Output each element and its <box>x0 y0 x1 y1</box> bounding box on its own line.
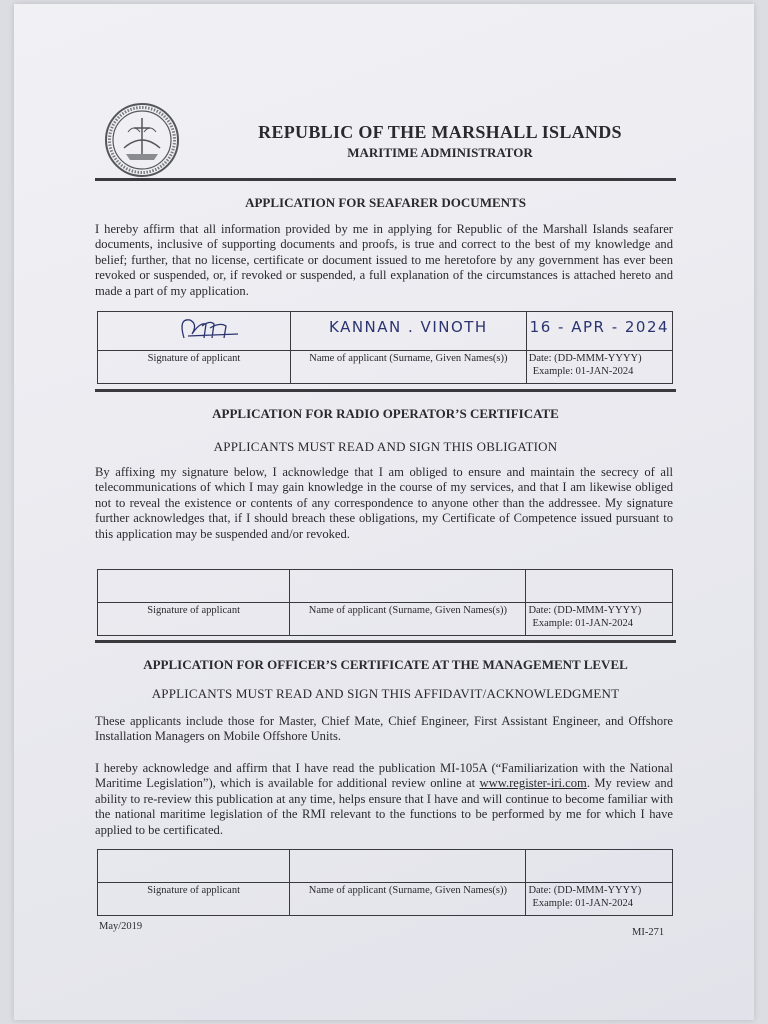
signature-label: Signature of applicant <box>147 605 241 616</box>
name-label: Name of applicant (Surname, Given Names(s)) <box>309 353 508 364</box>
seafarer-section-title: APPLICATION FOR SEAFARER DOCUMENTS <box>245 195 526 210</box>
date-label: Date: (DD-MMM-YYYY) Example: 01-JAN-2024 <box>528 605 642 629</box>
date-label: Date: (DD-MMM-YYYY) Example: 01-JAN-2024 <box>528 353 642 377</box>
radio-section-subtitle: APPLICANTS MUST READ AND SIGN THIS OBLIGATION <box>213 439 558 454</box>
seafarer-signature-table <box>97 311 673 384</box>
date-field[interactable]: 16 - APR - 2024 <box>529 318 670 336</box>
form-id: MI-271 <box>632 927 665 938</box>
register-link[interactable]: www.register-iri.com <box>479 776 587 791</box>
radio-obligation-text: By affixing my signature below, I acknowledge that I am obliged to ensure and maintain the secrecy of all telecommunications of which I may gain knowledge in the course of my services, and that I am likewise obliged not to reveal the existence or contents of any correspondence to anyone other than the addressee. My signature further acknowledges that, if I should breach these obligations, my Certificate of Competence issued pursuant to this application may be suspended and/or revoked. <box>95 465 673 541</box>
seafarer-affirmation-text: I hereby affirm that all information provided by me in applying for Republic of the Marshall Islands seafarer documents, inclusive of supporting documents and proofs, is true and correct to the best of my knowledge and belief; further, that no license, certificate or document issued to me heretofore by any government has ever been revoked or suspended, or, if revoked or suspended, a full explanation of the circumstances is attached hereto and made a part of my application. <box>95 222 673 298</box>
signature-field[interactable] <box>98 312 290 344</box>
name-label: Name of applicant (Surname, Given Names(s)) <box>308 885 507 896</box>
organization-title: REPUBLIC OF THE MARSHALL ISLANDS <box>258 122 622 142</box>
name-field[interactable] <box>290 850 525 882</box>
radio-section-title: APPLICATION FOR RADIO OPERATOR’S CERTIFICATE <box>212 406 559 421</box>
name-field[interactable]: KANNAN . VINOTH <box>329 318 488 336</box>
officer-acknowledgment-text: I hereby acknowledge and affirm that I have read the publication MI-105A (“Familiarization with the National Maritime Legislation”), which is available for additional review online at www.register-iri.com. My review and ability to re-review this publication at any time, helps ensure that I have and will continue to become familiar with the national maritime legislation of the RMI relevant to the functions to be performed by me for which I have applied to be certificated. <box>95 761 673 837</box>
officer-section-title: APPLICATION FOR OFFICER’S CERTIFICATE AT THE MANAGEMENT LEVEL <box>143 657 628 672</box>
officer-signature-table <box>97 849 673 916</box>
date-field[interactable] <box>526 570 672 602</box>
signature-field[interactable] <box>98 850 289 882</box>
organization-subtitle: MARITIME ADMINISTRATOR <box>347 145 533 160</box>
signature-field[interactable] <box>98 570 289 602</box>
marshall-islands-seal-icon <box>104 102 180 178</box>
signature-label: Signature of applicant <box>147 885 241 896</box>
date-label: Date: (DD-MMM-YYYY) Example: 01-JAN-2024 <box>528 885 642 909</box>
date-field[interactable] <box>526 850 672 882</box>
radio-signature-table <box>97 569 673 636</box>
officer-section-subtitle: APPLICANTS MUST READ AND SIGN THIS AFFIDAVIT/ACKNOWLEDGMENT <box>151 686 620 701</box>
divider <box>95 389 676 392</box>
name-label: Name of applicant (Surname, Given Names(s)) <box>308 605 507 616</box>
handwritten-signature <box>98 312 288 344</box>
name-field[interactable] <box>290 570 525 602</box>
officer-applicants-text: These applicants include those for Master, Chief Mate, Chief Engineer, First Assistant Engineer, and Offshore Installation Managers on Mobile Offshore Units. <box>95 714 673 744</box>
signature-label: Signature of applicant <box>147 353 241 364</box>
divider <box>95 178 676 181</box>
divider <box>95 640 676 643</box>
form-revision-date: May/2019 <box>99 921 143 932</box>
